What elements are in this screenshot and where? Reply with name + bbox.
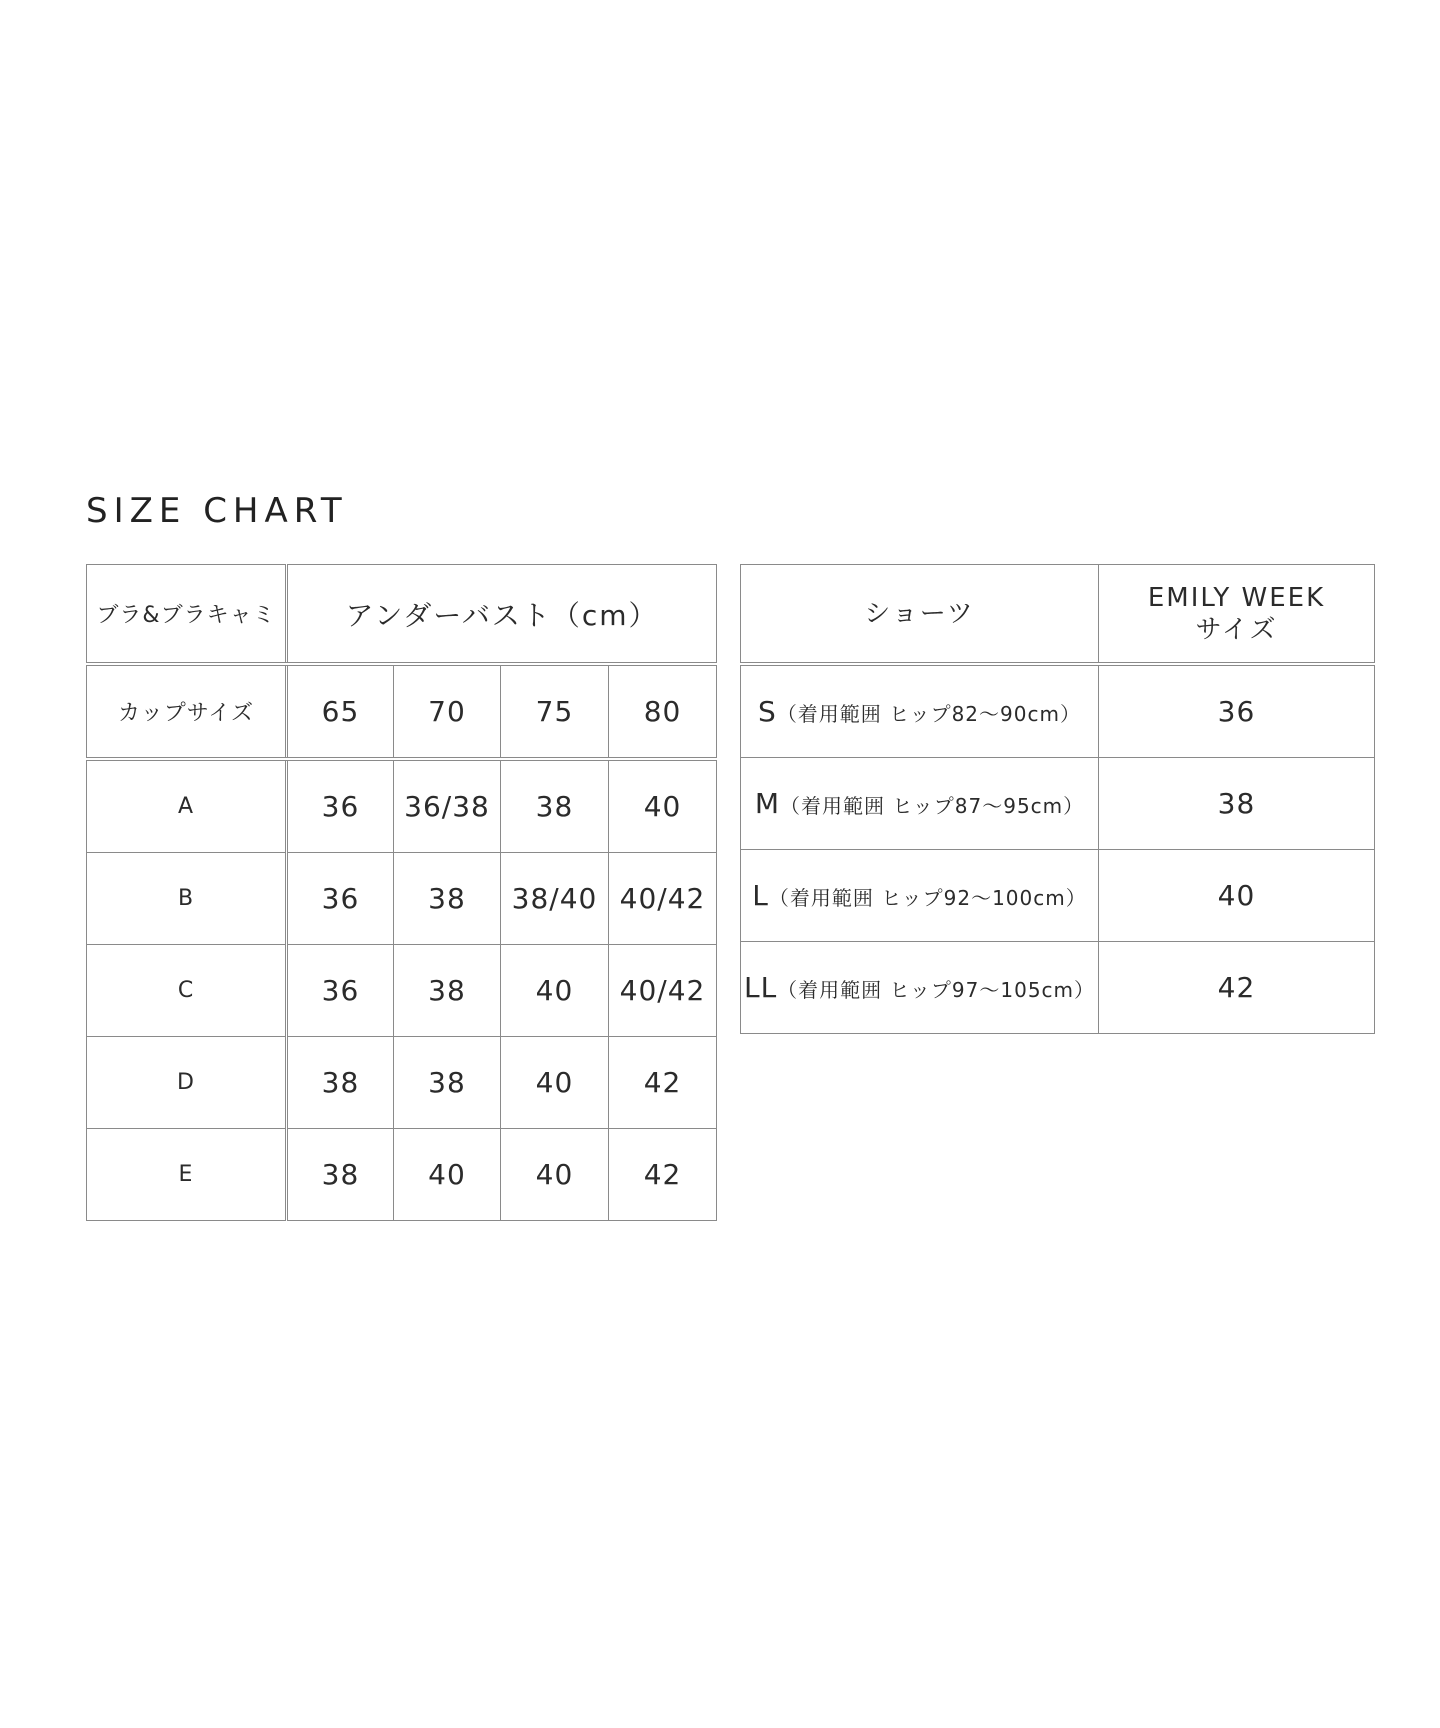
- table-cell: 36: [1099, 664, 1375, 758]
- table-cell: 36: [287, 759, 394, 853]
- table-cell: 42: [609, 1129, 717, 1221]
- table-cell: 36: [287, 945, 394, 1037]
- table-cell: 36: [287, 853, 394, 945]
- shorts-size: L: [752, 879, 769, 912]
- table-cell: 38/40: [501, 853, 609, 945]
- underbust-sizes-row: [87, 664, 717, 759]
- cup-label: C: [87, 945, 287, 1037]
- table-row: [741, 664, 1375, 758]
- table-cell: 40/42: [609, 945, 717, 1037]
- corner-label: ブラ&ブラキャミ: [87, 565, 287, 665]
- bra-size-table: [86, 564, 717, 1221]
- emily-week-header-line1: EMILY WEEK: [1147, 582, 1326, 613]
- shorts-size-cell: [741, 850, 1099, 942]
- table-cell: 38: [287, 1037, 394, 1129]
- table-row: [741, 758, 1375, 850]
- cup-size-label: カップサイズ: [87, 664, 287, 759]
- emily-week-header-line2: サイズ: [1195, 614, 1278, 645]
- table-cell: 40: [609, 759, 717, 853]
- shorts-header: ショーツ: [741, 565, 1099, 665]
- table-cell: 40: [501, 945, 609, 1037]
- table-cell: 40: [394, 1129, 501, 1221]
- table-cell: 40/42: [609, 853, 717, 945]
- table-header-row: [741, 565, 1375, 665]
- emily-week-size-header: [1099, 565, 1375, 665]
- cup-label: A: [87, 759, 287, 853]
- hip-range: （着用範囲 ヒップ82〜90cm）: [776, 702, 1081, 726]
- shorts-size-cell: [741, 664, 1099, 758]
- table-cell: 38: [1099, 758, 1375, 850]
- underbust-size: 80: [609, 664, 717, 759]
- shorts-size: LL: [743, 971, 778, 1004]
- page-title: SIZE CHART: [86, 491, 348, 531]
- table-cell: 42: [1099, 942, 1375, 1034]
- table-cell: 38: [394, 853, 501, 945]
- table-header-row: [87, 565, 717, 665]
- table-cell: 40: [1099, 850, 1375, 942]
- table-row: [87, 945, 717, 1037]
- underbust-header: アンダーバスト（cm）: [287, 565, 717, 665]
- underbust-size: 70: [394, 664, 501, 759]
- table-cell: 40: [501, 1129, 609, 1221]
- hip-range: （着用範囲 ヒップ87〜95cm）: [780, 794, 1085, 818]
- shorts-size-table: [740, 564, 1375, 1034]
- shorts-size-cell: [741, 942, 1099, 1034]
- table-row: [87, 1037, 717, 1129]
- table-row: [87, 1129, 717, 1221]
- hip-range: （着用範囲 ヒップ97〜105cm）: [777, 978, 1096, 1002]
- table-cell: 38: [394, 945, 501, 1037]
- shorts-size: M: [754, 787, 781, 820]
- shorts-size-cell: [741, 758, 1099, 850]
- shorts-size: S: [758, 695, 777, 728]
- table-row: [87, 853, 717, 945]
- table-cell: 42: [609, 1037, 717, 1129]
- table-row: [741, 850, 1375, 942]
- table-row: [87, 759, 717, 853]
- table-cell: 38: [501, 759, 609, 853]
- cup-label: D: [87, 1037, 287, 1129]
- cup-label: E: [87, 1129, 287, 1221]
- underbust-size: 75: [501, 664, 609, 759]
- underbust-size: 65: [287, 664, 394, 759]
- table-row: [741, 942, 1375, 1034]
- hip-range: （着用範囲 ヒップ92〜100cm）: [768, 886, 1087, 910]
- table-cell: 38: [394, 1037, 501, 1129]
- table-cell: 38: [287, 1129, 394, 1221]
- table-cell: 40: [501, 1037, 609, 1129]
- cup-label: B: [87, 853, 287, 945]
- table-cell: 36/38: [394, 759, 501, 853]
